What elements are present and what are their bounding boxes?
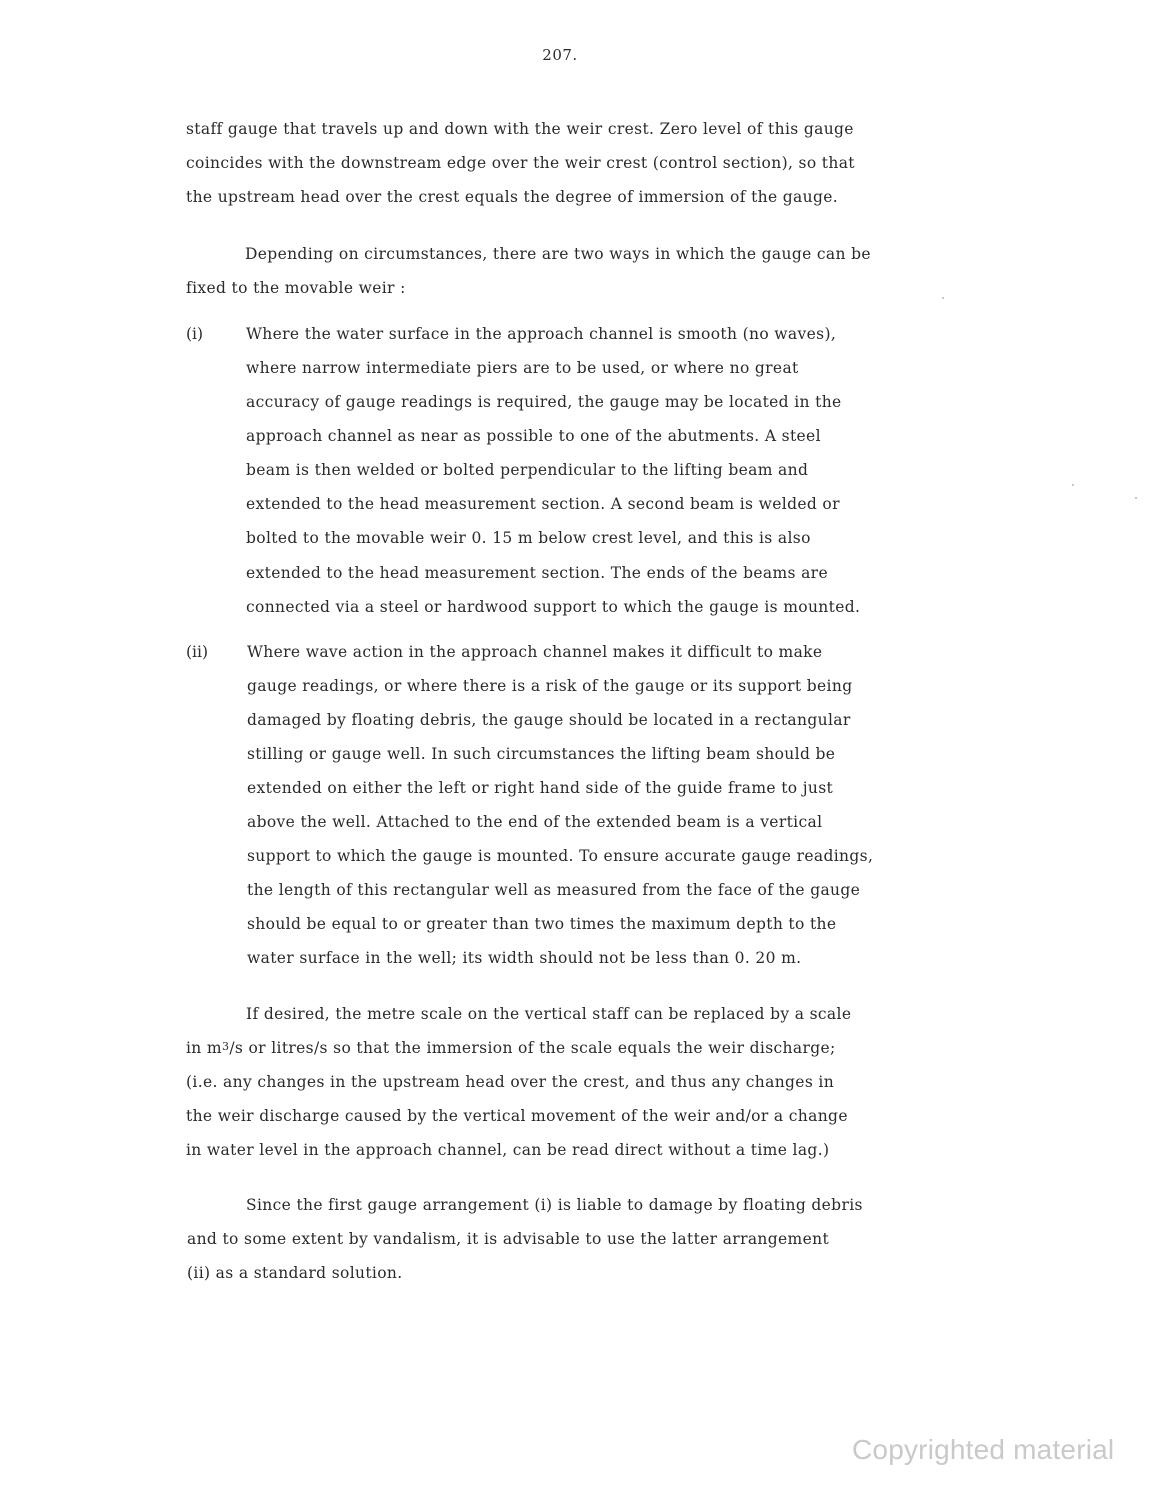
copyright-watermark: Copyrighted material xyxy=(852,1434,1115,1465)
list-item-line: beam is then welded or bolted perpendicular to the lifting beam and xyxy=(246,461,809,479)
superscript: 3 xyxy=(221,1040,230,1053)
scan-speck xyxy=(1072,484,1074,486)
list-item-label: (ii) xyxy=(186,643,209,661)
list-item-line: where narrow intermediate piers are to be used, or where no great xyxy=(246,359,799,377)
list-item-line: extended to the head measurement section. A second beam is welded or xyxy=(246,495,840,513)
scan-speck xyxy=(942,297,944,299)
paragraph-line-with-superscript xyxy=(186,1038,836,1060)
paragraph-line: the upstream head over the crest equals the degree of immersion of the gauge. xyxy=(186,188,839,206)
list-item-line: water surface in the well; its width should not be less than 0. 20 m. xyxy=(247,949,802,967)
paragraph-line: (i.e. any changes in the upstream head over the crest, and thus any changes in xyxy=(186,1073,835,1091)
list-item-line: bolted to the movable weir 0. 15 m below crest level, and this is also xyxy=(246,529,811,547)
paragraph-line: Since the first gauge arrangement (i) is liable to damage by floating debris xyxy=(246,1196,863,1214)
list-item-line: damaged by floating debris, the gauge should be located in a rectangular xyxy=(247,711,851,729)
list-item-line: should be equal to or greater than two times the maximum depth to the xyxy=(247,915,837,933)
paragraph-line: coincides with the downstream edge over the weir crest (control section), so that xyxy=(186,154,855,172)
paragraph-line: and to some extent by vandalism, it is advisable to use the latter arrangement xyxy=(187,1230,830,1248)
paragraph-line: staff gauge that travels up and down with the weir crest. Zero level of this gauge xyxy=(186,120,854,138)
scan-speck xyxy=(1135,497,1137,499)
list-item-line: gauge readings, or where there is a risk of the gauge or its support being xyxy=(247,677,853,695)
list-item-line: approach channel as near as possible to one of the abutments. A steel xyxy=(246,427,821,445)
paragraph-line: the weir discharge caused by the vertical movement of the weir and/or a change xyxy=(186,1107,848,1125)
list-item-line: Where the water surface in the approach channel is smooth (no waves), xyxy=(246,325,837,343)
text-segment: in m xyxy=(186,1039,222,1057)
list-item-line: extended to the head measurement section. The ends of the beams are xyxy=(246,564,828,582)
page-number: 207. xyxy=(542,46,578,64)
paragraph-line: If desired, the metre scale on the vertical staff can be replaced by a scale xyxy=(246,1005,852,1023)
list-item-label: (i) xyxy=(186,325,204,343)
list-item-line: Where wave action in the approach channel makes it difficult to make xyxy=(247,643,823,661)
list-item-line: connected via a steel or hardwood support to which the gauge is mounted. xyxy=(246,598,861,616)
paragraph-line: (ii) as a standard solution. xyxy=(187,1264,403,1282)
list-item-line: stilling or gauge well. In such circumstances the lifting beam should be xyxy=(247,745,836,763)
paragraph-line: fixed to the movable weir : xyxy=(186,279,406,297)
list-item-line: support to which the gauge is mounted. To ensure accurate gauge readings, xyxy=(247,847,874,865)
list-item-line: accuracy of gauge readings is required, the gauge may be located in the xyxy=(246,393,842,411)
list-item-line: above the well. Attached to the end of the extended beam is a vertical xyxy=(247,813,823,831)
text-segment: /s or litres/s so that the immersion of the scale equals the weir discharge; xyxy=(229,1039,836,1057)
list-item-line: extended on either the left or right hand side of the guide frame to just xyxy=(247,779,834,797)
list-item-line: the length of this rectangular well as measured from the face of the gauge xyxy=(247,881,861,899)
paragraph-line: in water level in the approach channel, can be read direct without a time lag.) xyxy=(186,1141,830,1159)
paragraph-line: Depending on circumstances, there are two ways in which the gauge can be xyxy=(245,245,871,263)
